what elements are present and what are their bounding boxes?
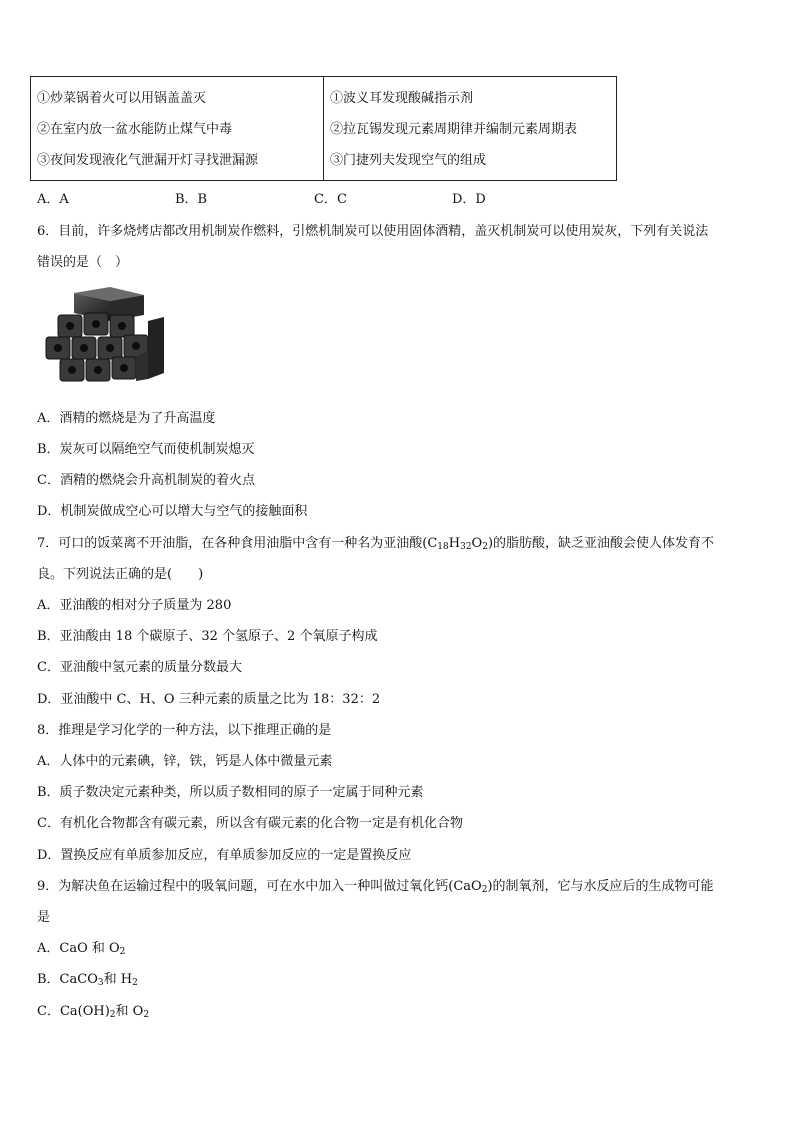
q5-option-c[interactable]: C．C <box>314 192 347 207</box>
q9-option-a-sub: 2 <box>119 947 126 957</box>
q9-option-c-sub2: 2 <box>143 1010 150 1020</box>
q7-option-a[interactable]: A．亚油酸的相对分子质量为 280 <box>37 598 232 613</box>
q5-left-cell <box>31 77 324 181</box>
q9-option-c[interactable] <box>37 1000 149 1019</box>
q9-option-b-sub2: 2 <box>132 978 138 988</box>
q9-stem-line2: 是 <box>37 910 51 925</box>
q8-option-a[interactable]: A．人体中的元素碘，锌，铁，钙是人体中微量元素 <box>37 754 333 769</box>
q7-stem-part-b: )的脂肪酸，缺乏亚油酸会使人体发育不 <box>487 536 715 551</box>
q7-option-b[interactable]: B．亚油酸由 18 个碳原子、32 个氢原子、2 个氧原子构成 <box>37 629 378 644</box>
q5-left-item: ③夜间发现液化气泄漏开灯寻找泄漏源 <box>37 153 259 168</box>
q6-stem-line2: 错误的是（ ） <box>37 255 129 270</box>
q5-right-cell <box>324 77 617 181</box>
q8-stem: 8．推理是学习化学的一种方法，以下推理正确的是 <box>37 723 332 738</box>
q9-option-a-text: A．CaO 和 O <box>37 941 120 956</box>
q9-option-b-text: B．CaCO <box>37 972 98 987</box>
q5-right-item: ③门捷列夫发现空气的组成 <box>330 153 487 168</box>
q5-option-b[interactable]: B．B <box>175 192 208 207</box>
q5-option-a[interactable]: A．A <box>37 192 69 207</box>
q8-option-c[interactable]: C．有机化合物都含有碳元素，所以含有碳元素的化合物一定是有机化合物 <box>37 816 463 831</box>
q9-stem-line1 <box>37 875 714 894</box>
q5-left-item: ①炒菜锅着火可以用锅盖盖灭 <box>37 91 207 106</box>
q7-stem-part-a: 7．可口的饭菜离不开油脂，在各种食用油脂中含有一种名为亚油酸(C <box>37 536 438 551</box>
q9-option-b-mid: 和 H <box>103 972 133 987</box>
q7-o: O <box>471 536 483 551</box>
q5-table <box>30 76 617 181</box>
q9-sub: 2 <box>481 885 488 895</box>
q6-option-b[interactable]: B．炭灰可以隔绝空气而使机制炭熄灭 <box>37 442 255 457</box>
q7-stem-line1 <box>37 532 714 551</box>
q7-h: H <box>448 536 461 551</box>
charcoal-briquettes-image <box>40 285 168 385</box>
q5-option-d[interactable]: D．D <box>452 192 486 207</box>
q7-stem-line2: 良。下列说法正确的是( ) <box>37 567 204 582</box>
q6-option-d[interactable]: D．机制炭做成空心可以增大与空气的接触面积 <box>37 504 308 519</box>
q5-left-item: ②在室内放一盆水能防止煤气中毒 <box>37 122 233 137</box>
q9-option-c-mid: 和 O <box>115 1004 144 1019</box>
q9-option-c-text: C．Ca(OH) <box>37 1004 110 1019</box>
q7-sub-h: 32 <box>460 542 472 552</box>
q9-stem-part-b: )的制氧剂，它与水反应后的生成物可能 <box>487 879 714 894</box>
q7-option-d[interactable]: D．亚油酸中 C、H、O 三种元素的质量之比为 18：32：2 <box>37 692 381 707</box>
q8-option-d[interactable]: D．置换反应有单质参加反应，有单质参加反应的一定是置换反应 <box>37 848 412 863</box>
q5-right-item: ②拉瓦锡发现元素周期律并编制元素周期表 <box>330 122 578 137</box>
q9-stem-part-a: 9．为解决鱼在运输过程中的吸氧问题，可在水中加入一种叫做过氧化钙(CaO <box>37 879 482 894</box>
q9-option-a[interactable] <box>37 937 125 956</box>
q8-option-b[interactable]: B．质子数决定元素种类，所以质子数相同的原子一定属于同种元素 <box>37 785 424 800</box>
q6-option-c[interactable]: C．酒精的燃烧会升高机制炭的着火点 <box>37 473 255 488</box>
q7-option-c[interactable]: C．亚油酸中氢元素的质量分数最大 <box>37 660 242 675</box>
q7-sub-c: 18 <box>437 542 449 552</box>
q5-right-item: ①波义耳发现酸碱指示剂 <box>330 91 474 106</box>
q9-option-b-sub1: 3 <box>97 978 104 988</box>
q7-sub-o: 2 <box>482 542 488 552</box>
q5-options <box>37 188 557 208</box>
q9-option-b[interactable] <box>37 968 138 987</box>
q6-stem-line1: 6．目前，许多烧烤店都改用机制炭作燃料，引燃机制炭可以使用固体酒精，盖灭机制炭可以使用炭灰，下列有关说法 <box>37 224 709 239</box>
q6-option-a[interactable]: A．酒精的燃烧是为了升高温度 <box>37 411 216 426</box>
q9-option-c-sub1: 2 <box>109 1010 116 1020</box>
